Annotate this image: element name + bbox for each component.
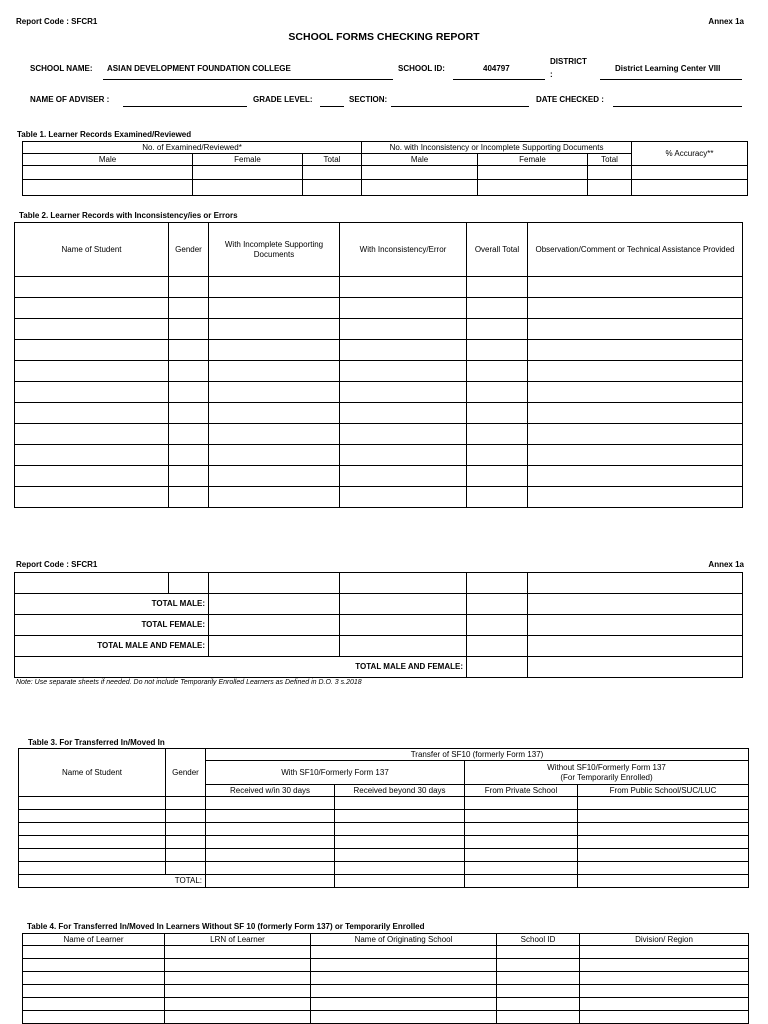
table1-accuracy-header: % Accuracy** — [632, 142, 748, 166]
table3-col-gender: Gender — [166, 749, 206, 797]
table-row — [19, 810, 749, 823]
table3 — [18, 748, 749, 888]
table2-title: Table 2. Learner Records with Inconsistency/ies or Errors — [19, 211, 238, 220]
table-row — [19, 849, 749, 862]
table1-female-header-2: Female — [478, 154, 588, 166]
table-row — [19, 862, 749, 875]
table2-continued — [14, 572, 743, 678]
table3-with-sf10: With SF10/Formerly Form 137 — [206, 761, 465, 785]
adviser-line — [123, 106, 247, 107]
table-row — [23, 985, 749, 998]
table-row — [23, 1011, 749, 1024]
table3-transfer-header: Transfer of SF10 (formerly Form 137) — [206, 749, 749, 761]
table3-without-sf10-title: Without SF10/Formerly Form 137 — [547, 762, 666, 772]
table-row — [23, 946, 749, 959]
annex-label-2: Annex 1a — [708, 560, 744, 569]
table-row — [23, 959, 749, 972]
district-colon: : — [550, 70, 553, 79]
table3-total-label: TOTAL: — [19, 875, 206, 888]
table1-inconsistency-header: No. with Inconsistency or Incomplete Supporting Documents — [362, 142, 632, 154]
table2-col-observation: Observation/Comment or Technical Assistance Provided — [528, 223, 743, 277]
table2-col-name: Name of Student — [15, 223, 169, 277]
date-checked-label: DATE CHECKED : — [536, 95, 604, 104]
school-name-line — [103, 79, 393, 80]
table4-col-lrn: LRN of Learner — [165, 934, 311, 946]
table-row — [15, 403, 743, 424]
table-row — [15, 466, 743, 487]
district-label: DISTRICT — [550, 57, 587, 66]
table1-examined-header: No. of Examined/Reviewed* — [23, 142, 362, 154]
table4-col-division: Division/ Region — [580, 934, 749, 946]
table-row — [15, 340, 743, 361]
table-row — [15, 573, 743, 594]
table3-public: From Public School/SUC/LUC — [578, 785, 749, 797]
table4-col-school-id: School ID — [497, 934, 580, 946]
school-id-value: 404797 — [483, 64, 510, 73]
table-row — [15, 424, 743, 445]
table3-without-sf10-sub: (For Temporarily Enrolled) — [560, 772, 653, 782]
table1 — [22, 141, 748, 196]
table3-beyond-30: Received beyond 30 days — [335, 785, 465, 797]
school-name-value: ASIAN DEVELOPMENT FOUNDATION COLLEGE — [107, 64, 291, 73]
report-code: Report Code : SFCR1 — [16, 17, 98, 26]
table2-col-inconsistency: With Inconsistency/Error — [340, 223, 467, 277]
total-male-female-label: TOTAL MALE AND FEMALE: — [15, 636, 209, 657]
school-name-label: SCHOOL NAME: — [30, 64, 93, 73]
school-id-line — [453, 79, 545, 80]
table-row — [15, 361, 743, 382]
table2-col-gender: Gender — [169, 223, 209, 277]
district-line — [600, 79, 742, 80]
table3-without-sf10 — [465, 761, 749, 785]
table-row — [15, 319, 743, 340]
table-row — [19, 823, 749, 836]
date-checked-line — [613, 106, 742, 107]
table3-col-name: Name of Student — [19, 749, 166, 797]
total-female-label: TOTAL FEMALE: — [15, 615, 209, 636]
table-row — [15, 382, 743, 403]
table-row — [15, 298, 743, 319]
page-title: SCHOOL FORMS CHECKING REPORT — [288, 31, 480, 43]
table4 — [22, 933, 749, 1024]
table2 — [14, 222, 743, 508]
section-line — [391, 106, 529, 107]
table3-title: Table 3. For Transferred In/Moved In — [28, 738, 165, 747]
table-row — [23, 998, 749, 1011]
table3-within-30: Received w/in 30 days — [206, 785, 335, 797]
table1-total-header-2: Total — [588, 154, 632, 166]
table4-col-origin: Name of Originating School — [311, 934, 497, 946]
table-row — [15, 277, 743, 298]
report-code-2: Report Code : SFCR1 — [16, 560, 98, 569]
district-value: District Learning Center VIII — [615, 64, 721, 73]
table-row — [23, 972, 749, 985]
table1-female-header: Female — [193, 154, 303, 166]
total-male-label: TOTAL MALE: — [15, 594, 209, 615]
table2-col-incomplete: With Incomplete Supporting Documents — [209, 223, 340, 277]
grade-level-label: GRADE LEVEL: — [253, 95, 313, 104]
table1-row — [23, 166, 748, 180]
total-male-female-label-2: TOTAL MALE AND FEMALE: — [15, 657, 467, 678]
table1-total-header: Total — [303, 154, 362, 166]
table-row — [15, 445, 743, 466]
table1-male-header: Male — [23, 154, 193, 166]
table1-title: Table 1. Learner Records Examined/Reviewed — [17, 130, 192, 139]
table1-row — [23, 180, 748, 196]
table3-private: From Private School — [465, 785, 578, 797]
note-text: Note: Use separate sheets if needed. Do not include Temporarily Enrolled Learners as Defined in D.O. 3 s.2018 — [16, 679, 362, 686]
table-row — [19, 797, 749, 810]
table2-col-overall: Overall Total — [467, 223, 528, 277]
table1-male-header-2: Male — [362, 154, 478, 166]
grade-level-line — [320, 106, 344, 107]
school-id-label: SCHOOL ID: — [398, 64, 445, 73]
table-row — [19, 836, 749, 849]
section-label: SECTION: — [349, 95, 388, 104]
annex-label: Annex 1a — [708, 17, 744, 26]
table4-title: Table 4. For Transferred In/Moved In Learners Without SF 10 (formerly Form 137) or Temporarily Enrolled — [27, 922, 425, 931]
adviser-label: NAME OF ADVISER : — [30, 95, 110, 104]
table-row — [15, 487, 743, 508]
table4-col-name: Name of Learner — [23, 934, 165, 946]
